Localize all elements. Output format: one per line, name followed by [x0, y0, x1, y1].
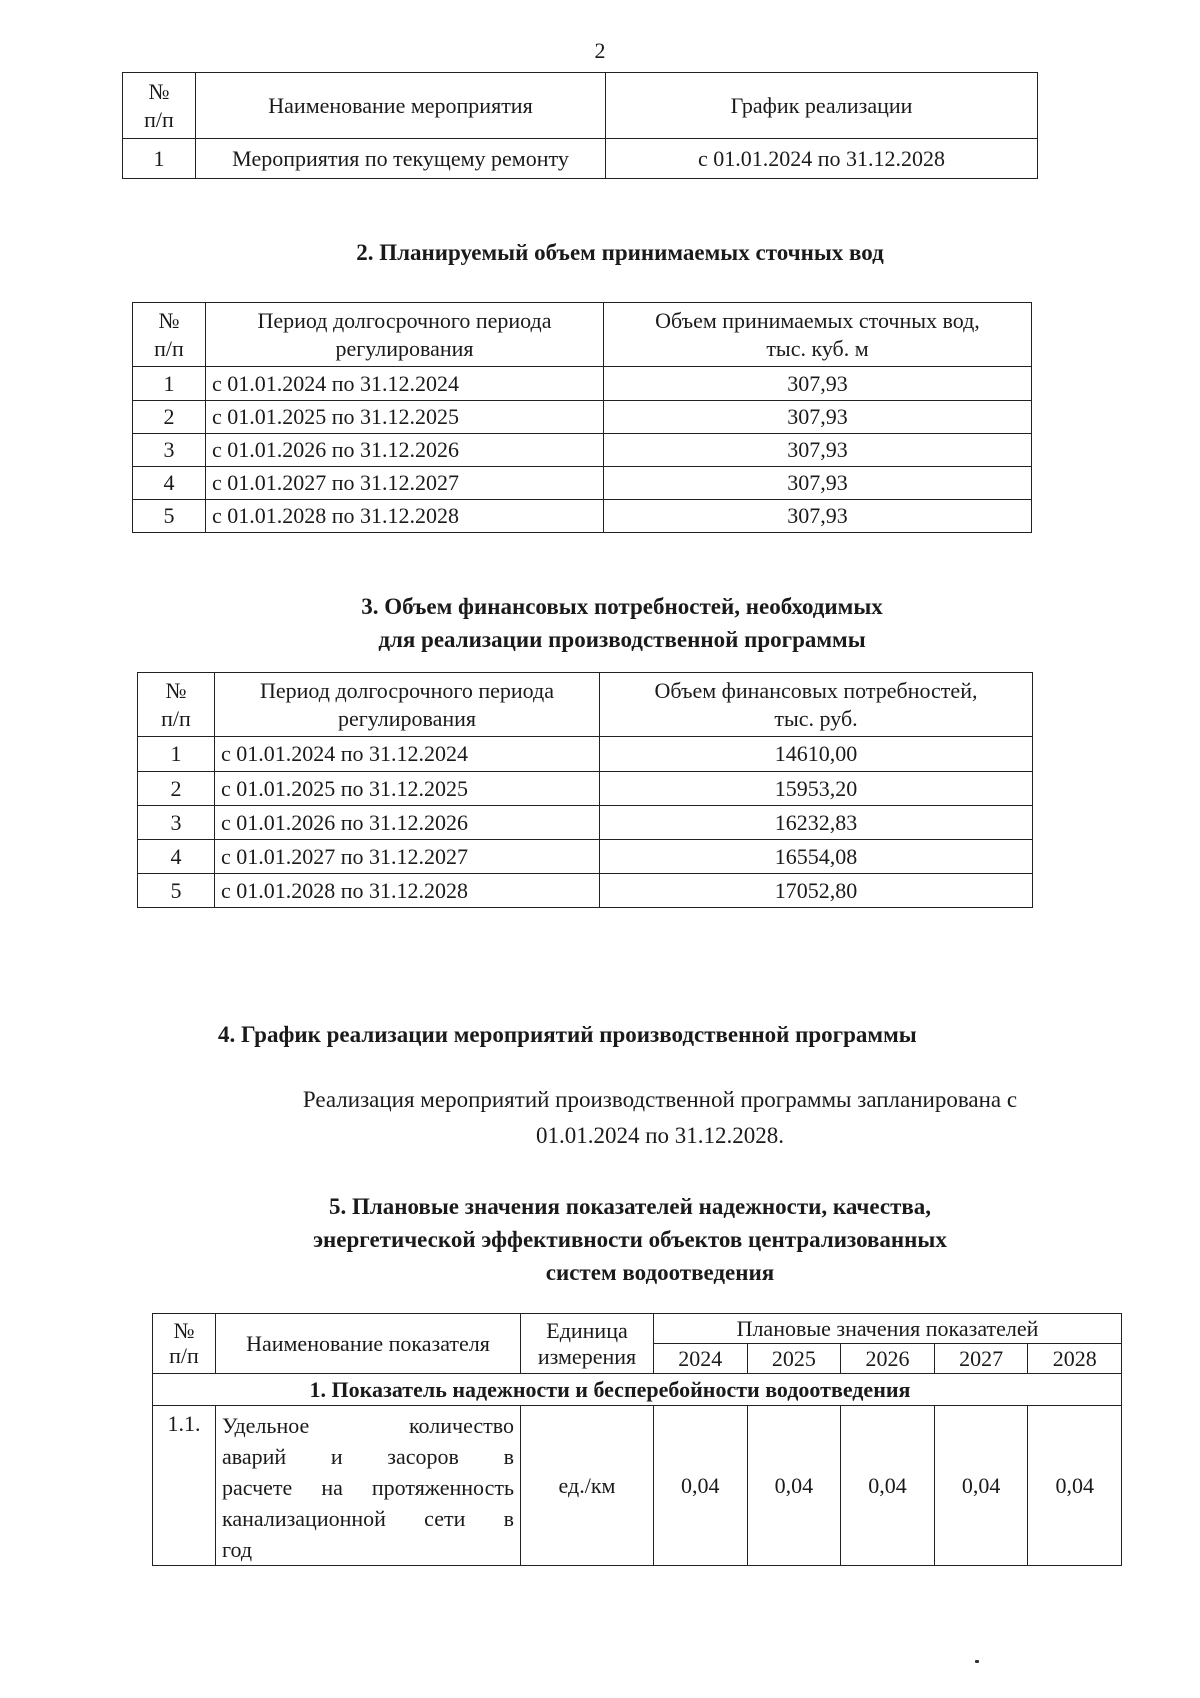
row-financial-needs: 17052,80	[600, 874, 1033, 908]
header-num: № п/п	[153, 1314, 216, 1374]
row-period: с 01.01.2024 по 31.12.2024	[206, 367, 604, 401]
table-row	[133, 367, 1032, 401]
section3-title	[0, 590, 1200, 656]
row-period: с 01.01.2028 по 31.12.2028	[206, 500, 604, 533]
table-header-row	[153, 1314, 1122, 1344]
row-financial-needs: 16554,08	[600, 840, 1033, 874]
section2-title: 2. Планируемый объем принимаемых сточных вод	[356, 240, 884, 265]
row-volume: 307,93	[604, 500, 1032, 533]
row-schedule: с 01.01.2024 по 31.12.2028	[606, 139, 1038, 179]
wastewater-volume-table	[132, 302, 1032, 533]
row-volume: 307,93	[604, 467, 1032, 500]
section5-title-line2: энергетической эффективности объектов централизованных	[313, 1227, 947, 1252]
row-period: с 01.01.2025 по 31.12.2025	[206, 401, 604, 434]
header-num: № п/п	[138, 673, 215, 737]
table-header-row	[138, 673, 1033, 737]
row-value-2028: 0,04	[1028, 1406, 1122, 1566]
table-row	[138, 772, 1033, 806]
header-period: Период долгосрочного периода регулирования	[215, 673, 600, 737]
header-num: № п/п	[133, 303, 206, 367]
header-volume: Объем принимаемых сточных вод, тыс. куб. м	[604, 303, 1032, 367]
row-num: 2	[138, 772, 215, 806]
section4-text-line2: 01.01.2024 по 31.12.2028.	[535, 1123, 785, 1148]
row-volume: 307,93	[604, 401, 1032, 434]
header-year-2027: 2027	[934, 1344, 1028, 1374]
financial-needs-table	[137, 672, 1033, 908]
row-num: 3	[133, 434, 206, 467]
group-title: 1. Показатель надежности и бесперебойности водоотведения	[153, 1374, 1122, 1406]
row-num: 4	[133, 467, 206, 500]
measures-table	[122, 72, 1038, 179]
indicators-table	[152, 1313, 1122, 1566]
row-num: 4	[138, 840, 215, 874]
row-value-2027: 0,04	[934, 1406, 1028, 1566]
header-year-2024: 2024	[654, 1344, 748, 1374]
header-measure-name: Наименование мероприятия	[196, 73, 606, 139]
header-financial-needs: Объем финансовых потребностей, тыс. руб.	[600, 673, 1033, 737]
row-num: 3	[138, 806, 215, 840]
row-num: 2	[133, 401, 206, 434]
indicator-name-line: Удельное количество	[222, 1413, 514, 1438]
row-num: 5	[133, 500, 206, 533]
table-row	[138, 840, 1033, 874]
header-num: № п/п	[123, 73, 196, 139]
section5-title-line3: систем водоотведения	[545, 1260, 775, 1285]
row-num: 1.1.	[153, 1406, 216, 1566]
section4-text-line1: Реализация мероприятий производственной программы запланирована с	[302, 1087, 1018, 1112]
section5-title-line1: 5. Плановые значения показателей надежности, качества,	[328, 1194, 932, 1219]
row-measure-name: Мероприятия по текущему ремонту	[196, 139, 606, 179]
row-period: с 01.01.2028 по 31.12.2028	[215, 874, 600, 908]
indicator-name-line: год	[222, 1537, 253, 1562]
header-year-2026: 2026	[841, 1344, 935, 1374]
row-num: 5	[138, 874, 215, 908]
table-row	[133, 434, 1032, 467]
section5-title	[0, 1190, 1200, 1289]
section3-title-line1: 3. Объем финансовых потребностей, необходимых	[361, 594, 883, 619]
row-num: 1	[138, 737, 215, 772]
row-unit: ед./км	[521, 1406, 654, 1566]
row-financial-needs: 16232,83	[600, 806, 1033, 840]
table-row	[133, 467, 1032, 500]
row-volume: 307,93	[604, 434, 1032, 467]
row-num: 1	[133, 367, 206, 401]
table-row	[138, 737, 1033, 772]
row-period: с 01.01.2025 по 31.12.2025	[215, 772, 600, 806]
header-schedule: График реализации	[606, 73, 1038, 139]
table-row	[133, 500, 1032, 533]
row-financial-needs: 14610,00	[600, 737, 1033, 772]
row-indicator-name	[216, 1406, 521, 1566]
table-row	[138, 874, 1033, 908]
row-volume: 307,93	[604, 367, 1032, 401]
indicator-name-line: расчете на протяженность	[222, 1475, 514, 1500]
table-row	[133, 401, 1032, 434]
header-year-2025: 2025	[747, 1344, 841, 1374]
group-row	[153, 1374, 1122, 1406]
row-period: с 01.01.2027 по 31.12.2027	[206, 467, 604, 500]
indicator-name-line: аварий и засоров в	[222, 1444, 514, 1469]
table-row	[153, 1406, 1122, 1566]
header-indicator-name: Наименование показателя	[216, 1314, 521, 1374]
table-row	[138, 806, 1033, 840]
page-number: 2	[594, 38, 606, 63]
header-unit: Единица измерения	[521, 1314, 654, 1374]
section3-title-line2: для реализации производственной программы	[378, 627, 866, 652]
table-header-row	[123, 73, 1038, 139]
row-period: с 01.01.2027 по 31.12.2027	[215, 840, 600, 874]
section4-title: 4. График реализации мероприятий производственной программы	[218, 1022, 917, 1047]
header-year-2028: 2028	[1028, 1344, 1122, 1374]
indicator-name-line: канализационной сети в	[222, 1506, 514, 1531]
table-row	[123, 139, 1038, 179]
scan-mark	[975, 1660, 979, 1663]
row-period: с 01.01.2024 по 31.12.2024	[215, 737, 600, 772]
row-value-2025: 0,04	[747, 1406, 841, 1566]
row-period: с 01.01.2026 по 31.12.2026	[215, 806, 600, 840]
row-num: 1	[123, 139, 196, 179]
row-period: с 01.01.2026 по 31.12.2026	[206, 434, 604, 467]
section4-paragraph	[200, 1082, 1120, 1154]
header-planned-values: Плановые значения показателей	[654, 1314, 1122, 1344]
table-header-row	[133, 303, 1032, 367]
row-financial-needs: 15953,20	[600, 772, 1033, 806]
row-value-2026: 0,04	[841, 1406, 935, 1566]
row-value-2024: 0,04	[654, 1406, 748, 1566]
header-period: Период долгосрочного периода регулирования	[206, 303, 604, 367]
